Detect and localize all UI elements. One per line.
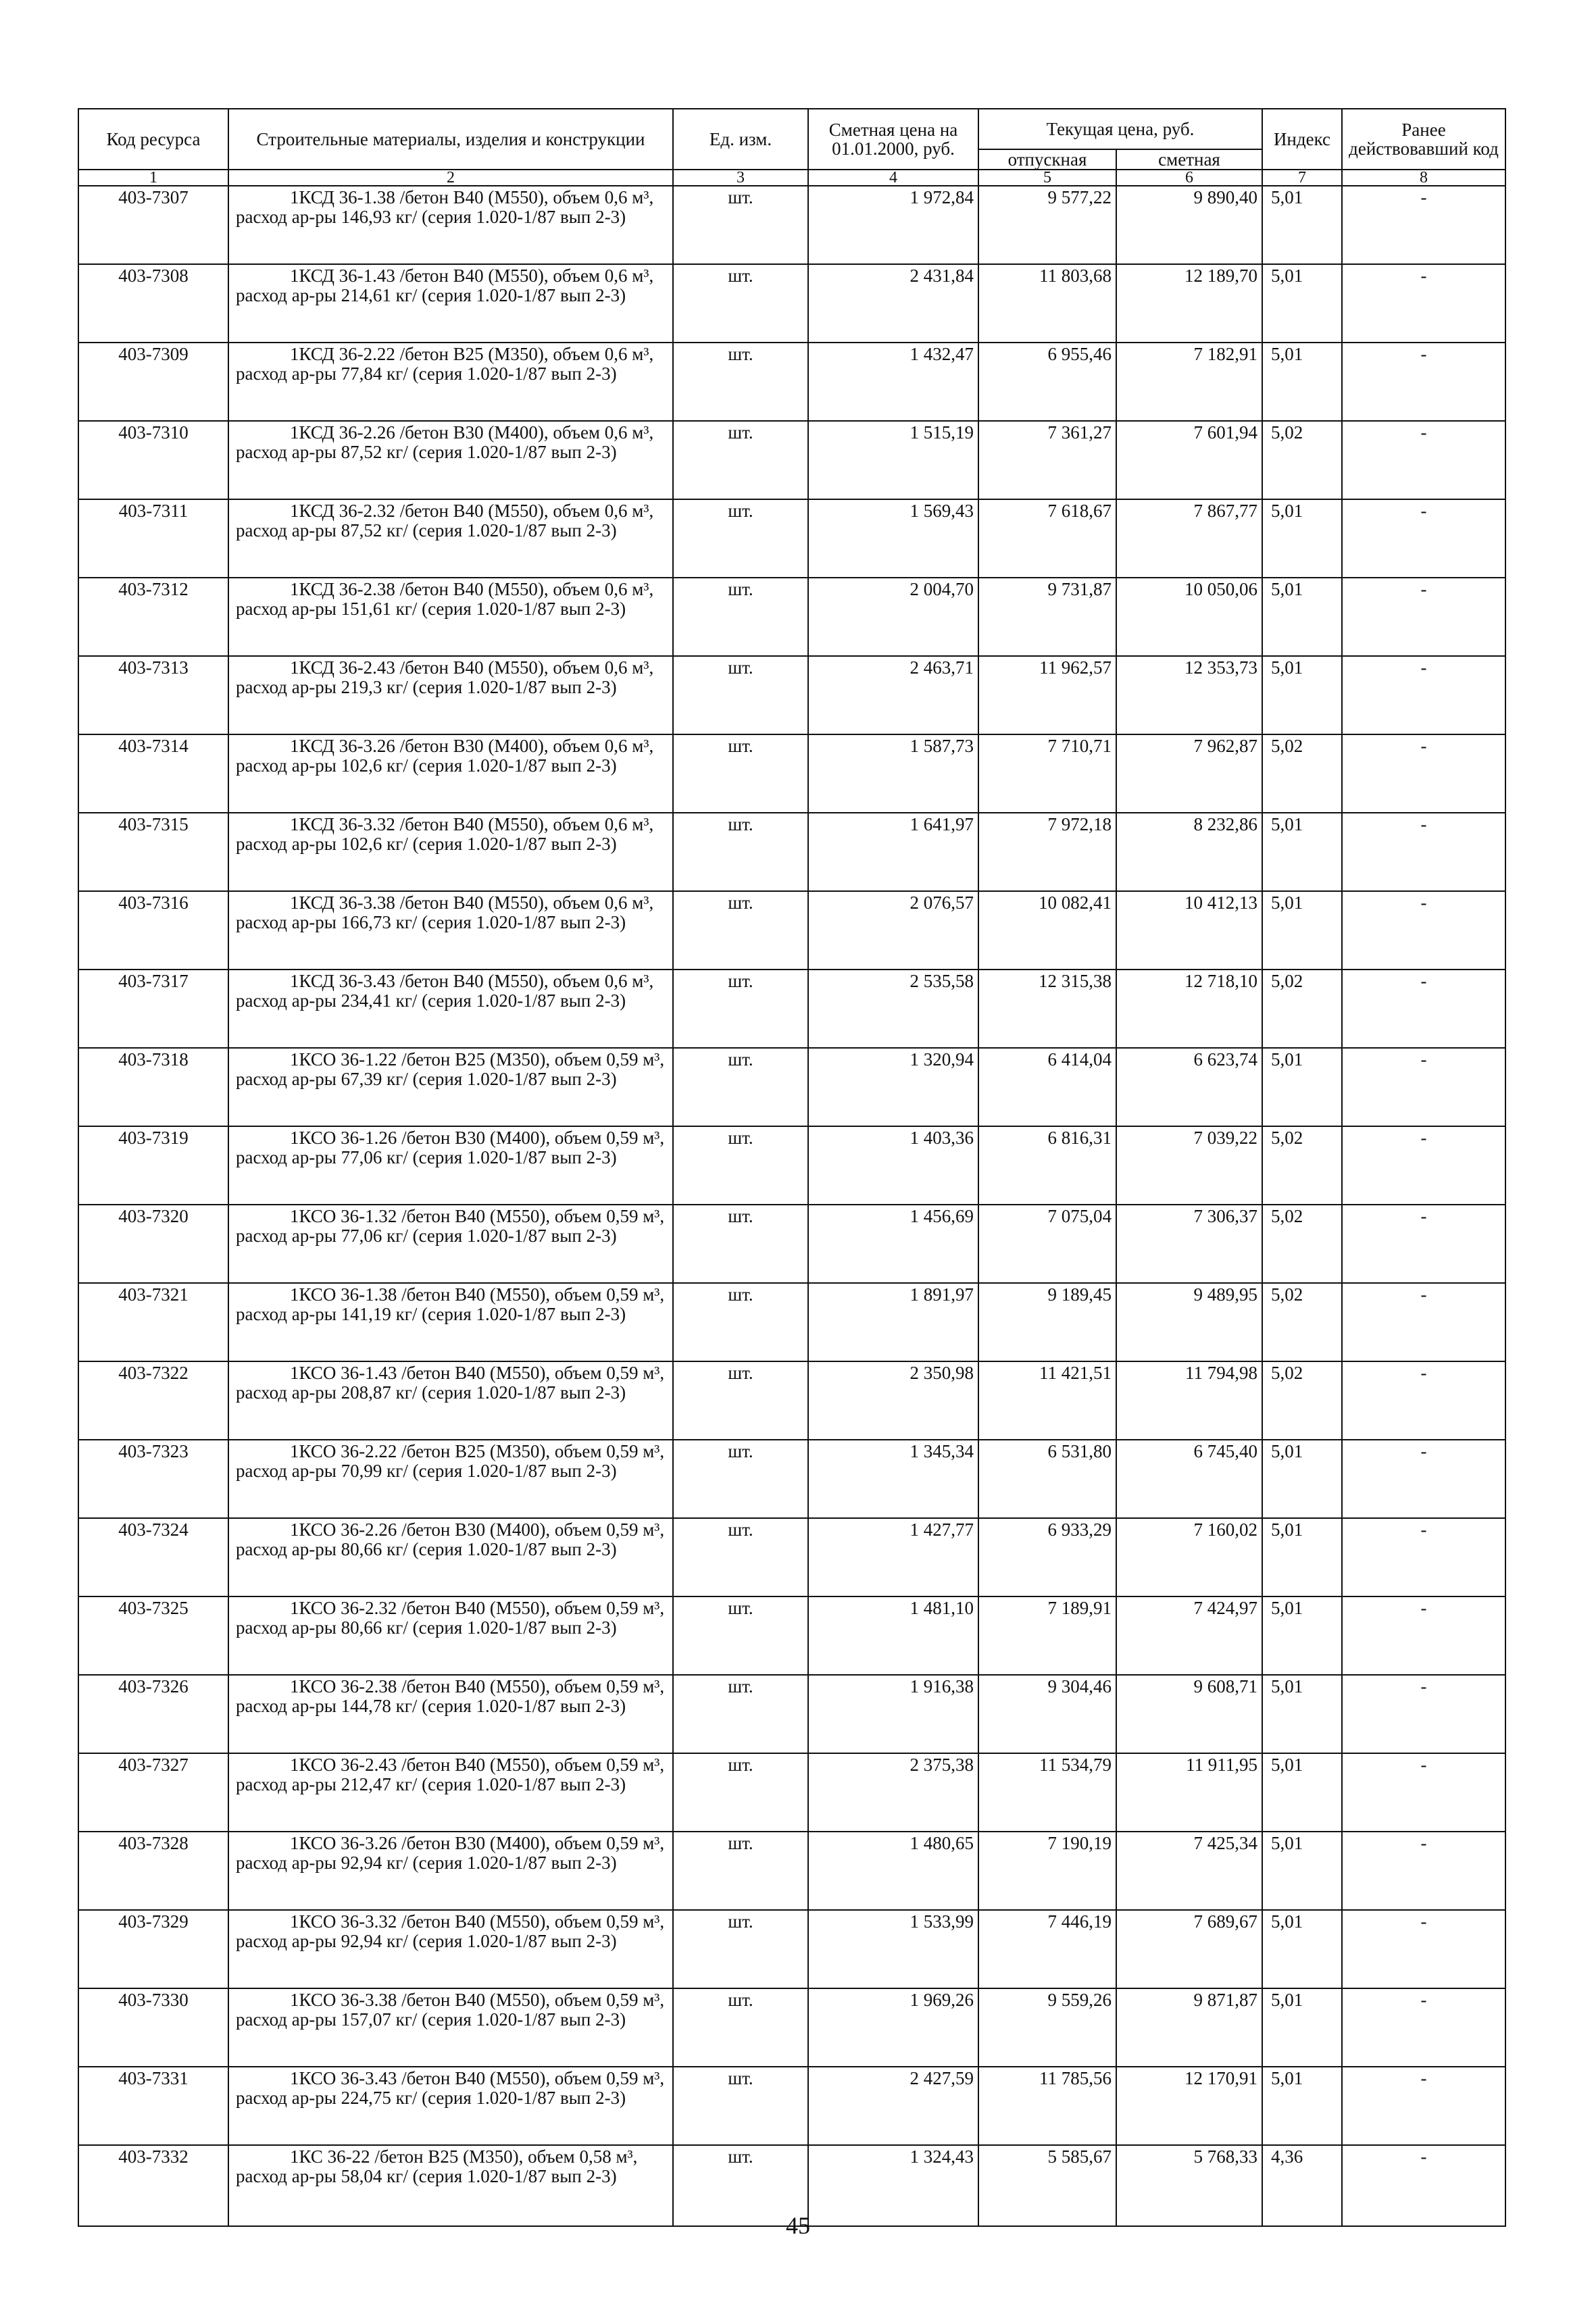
resource-code-cell: 403-7307: [78, 186, 228, 264]
price-table: [78, 108, 1506, 2227]
index-cell: 5,01: [1262, 186, 1342, 264]
column-number: 5: [978, 170, 1116, 186]
index-cell: 5,01: [1262, 813, 1342, 891]
resource-code-cell: 403-7310: [78, 421, 228, 499]
resource-code-cell: 403-7322: [78, 1361, 228, 1440]
unit-cell: шт.: [673, 2145, 808, 2226]
index-cell: 5,01: [1262, 578, 1342, 656]
header-previous-code: Ранее действовавший код: [1342, 109, 1505, 170]
previous-code-cell: -: [1342, 1283, 1505, 1361]
unit-cell: шт.: [673, 1440, 808, 1518]
unit-cell: шт.: [673, 734, 808, 813]
header-current-price: Текущая цена, руб.: [978, 109, 1262, 149]
material-description-cell: 1КСД 36-2.26 /бетон В30 (М400), объем 0,6 м³, расход ар-ры 87,52 кг/ (серия 1.020-1/87 вып 2-3): [228, 421, 673, 499]
resource-code-cell: 403-7312: [78, 578, 228, 656]
selling-price-cell: 6 531,80: [978, 1440, 1116, 1518]
index-cell: 5,01: [1262, 1832, 1342, 1910]
unit-cell: шт.: [673, 813, 808, 891]
material-description-cell: 1КСО 36-1.38 /бетон В40 (М550), объем 0,59 м³, расход ар-ры 141,19 кг/ (серия 1.020-1/87 вып 2-3): [228, 1283, 673, 1361]
unit-cell: шт.: [673, 1910, 808, 1988]
previous-code-cell: -: [1342, 1832, 1505, 1910]
base-price-cell: 1 972,84: [808, 186, 978, 264]
material-description-cell: 1КСД 36-2.22 /бетон В25 (М350), объем 0,6 м³, расход ар-ры 77,84 кг/ (серия 1.020-1/87 вып 2-3): [228, 343, 673, 421]
selling-price-cell: 7 618,67: [978, 499, 1116, 578]
unit-cell: шт.: [673, 1361, 808, 1440]
resource-code-cell: 403-7319: [78, 1126, 228, 1205]
base-price-cell: 1 432,47: [808, 343, 978, 421]
previous-code-cell: -: [1342, 264, 1505, 343]
resource-code-cell: 403-7323: [78, 1440, 228, 1518]
selling-price-cell: 11 534,79: [978, 1753, 1116, 1832]
base-price-cell: 2 350,98: [808, 1361, 978, 1440]
base-price-cell: 1 587,73: [808, 734, 978, 813]
table-row: [78, 734, 1505, 813]
material-description-cell: 1КСО 36-1.43 /бетон В40 (М550), объем 0,59 м³, расход ар-ры 208,87 кг/ (серия 1.020-1/87 вып 2-3): [228, 1361, 673, 1440]
previous-code-cell: -: [1342, 499, 1505, 578]
estimated-price-cell: 7 601,94: [1116, 421, 1262, 499]
material-description-cell: 1КСО 36-1.26 /бетон В30 (М400), объем 0,59 м³, расход ар-ры 77,06 кг/ (серия 1.020-1/87 вып 2-3): [228, 1126, 673, 1205]
resource-code-cell: 403-7314: [78, 734, 228, 813]
table-row: [78, 970, 1505, 1048]
column-number: 4: [808, 170, 978, 186]
header-materials: Строительные материалы, изделия и конструкции: [228, 109, 673, 170]
selling-price-cell: 6 414,04: [978, 1048, 1116, 1126]
estimated-price-cell: 7 160,02: [1116, 1518, 1262, 1596]
selling-price-cell: 6 955,46: [978, 343, 1116, 421]
table-row: [78, 1596, 1505, 1675]
previous-code-cell: -: [1342, 1753, 1505, 1832]
base-price-cell: 1 320,94: [808, 1048, 978, 1126]
index-cell: 5,02: [1262, 421, 1342, 499]
material-description-cell: 1КСД 36-2.43 /бетон В40 (М550), объем 0,6 м³, расход ар-ры 219,3 кг/ (серия 1.020-1/87 вып 2-3): [228, 656, 673, 734]
resource-code-cell: 403-7331: [78, 2067, 228, 2145]
table-row: [78, 499, 1505, 578]
estimated-price-cell: 7 425,34: [1116, 1832, 1262, 1910]
selling-price-cell: 9 189,45: [978, 1283, 1116, 1361]
column-number: 7: [1262, 170, 1342, 186]
selling-price-cell: 11 962,57: [978, 656, 1116, 734]
selling-price-cell: 10 082,41: [978, 891, 1116, 970]
index-cell: 5,01: [1262, 1988, 1342, 2067]
unit-cell: шт.: [673, 1126, 808, 1205]
previous-code-cell: -: [1342, 1988, 1505, 2067]
unit-cell: шт.: [673, 499, 808, 578]
estimated-price-cell: 12 189,70: [1116, 264, 1262, 343]
table-row: [78, 343, 1505, 421]
selling-price-cell: 6 933,29: [978, 1518, 1116, 1596]
table-row: [78, 2067, 1505, 2145]
material-description-cell: 1КСО 36-1.32 /бетон В40 (М550), объем 0,59 м³, расход ар-ры 77,06 кг/ (серия 1.020-1/87 вып 2-3): [228, 1205, 673, 1283]
base-price-cell: 1 916,38: [808, 1675, 978, 1753]
table-row: [78, 578, 1505, 656]
selling-price-cell: 7 446,19: [978, 1910, 1116, 1988]
selling-price-cell: 11 803,68: [978, 264, 1116, 343]
selling-price-cell: 11 785,56: [978, 2067, 1116, 2145]
selling-price-cell: 9 577,22: [978, 186, 1116, 264]
estimated-price-cell: 11 794,98: [1116, 1361, 1262, 1440]
index-cell: 5,01: [1262, 343, 1342, 421]
estimated-price-cell: 11 911,95: [1116, 1753, 1262, 1832]
material-description-cell: 1КСО 36-3.32 /бетон В40 (М550), объем 0,59 м³, расход ар-ры 92,94 кг/ (серия 1.020-1/87 вып 2-3): [228, 1910, 673, 1988]
resource-code-cell: 403-7308: [78, 264, 228, 343]
table-row: [78, 1283, 1505, 1361]
previous-code-cell: -: [1342, 578, 1505, 656]
unit-cell: шт.: [673, 656, 808, 734]
estimated-price-cell: 5 768,33: [1116, 2145, 1262, 2226]
previous-code-cell: -: [1342, 2067, 1505, 2145]
resource-code-cell: 403-7321: [78, 1283, 228, 1361]
resource-code-cell: 403-7318: [78, 1048, 228, 1126]
previous-code-cell: -: [1342, 421, 1505, 499]
selling-price-cell: 12 315,38: [978, 970, 1116, 1048]
unit-cell: шт.: [673, 421, 808, 499]
table-row: [78, 891, 1505, 970]
material-description-cell: 1КСД 36-3.38 /бетон В40 (М550), объем 0,6 м³, расход ар-ры 166,73 кг/ (серия 1.020-1/87 вып 2-3): [228, 891, 673, 970]
unit-cell: шт.: [673, 1675, 808, 1753]
estimated-price-cell: 7 306,37: [1116, 1205, 1262, 1283]
base-price-cell: 2 431,84: [808, 264, 978, 343]
page-number: 45: [786, 2212, 810, 2239]
estimated-price-cell: 12 170,91: [1116, 2067, 1262, 2145]
table-row: [78, 421, 1505, 499]
estimated-price-cell: 9 890,40: [1116, 186, 1262, 264]
resource-code-cell: 403-7313: [78, 656, 228, 734]
material-description-cell: 1КСД 36-1.43 /бетон В40 (М550), объем 0,6 м³, расход ар-ры 214,61 кг/ (серия 1.020-1/87 вып 2-3): [228, 264, 673, 343]
resource-code-cell: 403-7329: [78, 1910, 228, 1988]
resource-code-cell: 403-7315: [78, 813, 228, 891]
previous-code-cell: -: [1342, 734, 1505, 813]
selling-price-cell: 9 304,46: [978, 1675, 1116, 1753]
material-description-cell: 1КСО 36-3.26 /бетон В30 (М400), объем 0,59 м³, расход ар-ры 92,94 кг/ (серия 1.020-1/87 вып 2-3): [228, 1832, 673, 1910]
unit-cell: шт.: [673, 1988, 808, 2067]
column-number: 6: [1116, 170, 1262, 186]
base-price-cell: 1 427,77: [808, 1518, 978, 1596]
index-cell: 5,01: [1262, 264, 1342, 343]
unit-cell: шт.: [673, 891, 808, 970]
resource-code-cell: 403-7332: [78, 2145, 228, 2226]
index-cell: 5,01: [1262, 1910, 1342, 1988]
previous-code-cell: -: [1342, 2145, 1505, 2226]
previous-code-cell: -: [1342, 970, 1505, 1048]
selling-price-cell: 7 972,18: [978, 813, 1116, 891]
unit-cell: шт.: [673, 578, 808, 656]
index-cell: 5,02: [1262, 734, 1342, 813]
material-description-cell: 1КСО 36-2.43 /бетон В40 (М550), объем 0,59 м³, расход ар-ры 212,47 кг/ (серия 1.020-1/87 вып 2-3): [228, 1753, 673, 1832]
table-row: [78, 1675, 1505, 1753]
unit-cell: шт.: [673, 264, 808, 343]
material-description-cell: 1КСО 36-1.22 /бетон В25 (М350), объем 0,59 м³, расход ар-ры 67,39 кг/ (серия 1.020-1/87 вып 2-3): [228, 1048, 673, 1126]
selling-price-cell: 7 189,91: [978, 1596, 1116, 1675]
header-estimate-price: Сметная цена на 01.01.2000, руб.: [808, 109, 978, 170]
header-unit: Ед. изм.: [673, 109, 808, 170]
material-description-cell: 1КСО 36-3.43 /бетон В40 (М550), объем 0,59 м³, расход ар-ры 224,75 кг/ (серия 1.020-1/87 вып 2-3): [228, 2067, 673, 2145]
unit-cell: шт.: [673, 1205, 808, 1283]
unit-cell: шт.: [673, 1048, 808, 1126]
estimated-price-cell: 9 489,95: [1116, 1283, 1262, 1361]
previous-code-cell: -: [1342, 891, 1505, 970]
estimated-price-cell: 6 623,74: [1116, 1048, 1262, 1126]
material-description-cell: 1КСД 36-2.32 /бетон В40 (М550), объем 0,6 м³, расход ар-ры 87,52 кг/ (серия 1.020-1/87 вып 2-3): [228, 499, 673, 578]
table-row: [78, 1910, 1505, 1988]
base-price-cell: 1 891,97: [808, 1283, 978, 1361]
estimated-price-cell: 7 182,91: [1116, 343, 1262, 421]
base-price-cell: 2 463,71: [808, 656, 978, 734]
index-cell: 5,01: [1262, 499, 1342, 578]
estimated-price-cell: 12 353,73: [1116, 656, 1262, 734]
estimated-price-cell: 7 039,22: [1116, 1126, 1262, 1205]
estimated-price-cell: 7 867,77: [1116, 499, 1262, 578]
index-cell: 5,01: [1262, 1440, 1342, 1518]
index-cell: 5,01: [1262, 1596, 1342, 1675]
base-price-cell: 2 076,57: [808, 891, 978, 970]
header-index: Индекс: [1262, 109, 1342, 170]
estimated-price-cell: 12 718,10: [1116, 970, 1262, 1048]
estimated-price-cell: 7 424,97: [1116, 1596, 1262, 1675]
selling-price-cell: 9 731,87: [978, 578, 1116, 656]
base-price-cell: 2 004,70: [808, 578, 978, 656]
index-cell: 4,36: [1262, 2145, 1342, 2226]
index-cell: 5,02: [1262, 970, 1342, 1048]
table-row: [78, 656, 1505, 734]
resource-code-cell: 403-7324: [78, 1518, 228, 1596]
estimated-price-cell: 7 689,67: [1116, 1910, 1262, 1988]
previous-code-cell: -: [1342, 1910, 1505, 1988]
index-cell: 5,01: [1262, 1675, 1342, 1753]
material-description-cell: 1КСО 36-3.38 /бетон В40 (М550), объем 0,59 м³, расход ар-ры 157,07 кг/ (серия 1.020-1/87 вып 2-3): [228, 1988, 673, 2067]
base-price-cell: 1 481,10: [808, 1596, 978, 1675]
index-cell: 5,01: [1262, 2067, 1342, 2145]
table-row: [78, 813, 1505, 891]
table-row: [78, 1048, 1505, 1126]
table-row: [78, 1205, 1505, 1283]
resource-code-cell: 403-7325: [78, 1596, 228, 1675]
unit-cell: шт.: [673, 1518, 808, 1596]
selling-price-cell: 7 075,04: [978, 1205, 1116, 1283]
base-price-cell: 2 535,58: [808, 970, 978, 1048]
index-cell: 5,01: [1262, 1518, 1342, 1596]
base-price-cell: 1 403,36: [808, 1126, 978, 1205]
material-description-cell: 1КС 36-22 /бетон В25 (М350), объем 0,58 м³, расход ар-ры 58,04 кг/ (серия 1.020-1/87 вып 2-3): [228, 2145, 673, 2226]
base-price-cell: 1 345,34: [808, 1440, 978, 1518]
selling-price-cell: 6 816,31: [978, 1126, 1116, 1205]
previous-code-cell: -: [1342, 1440, 1505, 1518]
selling-price-cell: 9 559,26: [978, 1988, 1116, 2067]
base-price-cell: 1 641,97: [808, 813, 978, 891]
previous-code-cell: -: [1342, 343, 1505, 421]
previous-code-cell: -: [1342, 1518, 1505, 1596]
previous-code-cell: -: [1342, 1048, 1505, 1126]
material-description-cell: 1КСО 36-2.32 /бетон В40 (М550), объем 0,59 м³, расход ар-ры 80,66 кг/ (серия 1.020-1/87 вып 2-3): [228, 1596, 673, 1675]
material-description-cell: 1КСД 36-1.38 /бетон В40 (М550), объем 0,6 м³, расход ар-ры 146,93 кг/ (серия 1.020-1/87 вып 2-3): [228, 186, 673, 264]
index-cell: 5,01: [1262, 1753, 1342, 1832]
resource-code-cell: 403-7316: [78, 891, 228, 970]
material-description-cell: 1КСД 36-3.43 /бетон В40 (М550), объем 0,6 м³, расход ар-ры 234,41 кг/ (серия 1.020-1/87 вып 2-3): [228, 970, 673, 1048]
resource-code-cell: 403-7311: [78, 499, 228, 578]
index-cell: 5,02: [1262, 1205, 1342, 1283]
estimated-price-cell: 10 412,13: [1116, 891, 1262, 970]
unit-cell: шт.: [673, 970, 808, 1048]
unit-cell: шт.: [673, 2067, 808, 2145]
estimated-price-cell: 7 962,87: [1116, 734, 1262, 813]
index-cell: 5,02: [1262, 1283, 1342, 1361]
previous-code-cell: -: [1342, 1596, 1505, 1675]
selling-price-cell: 7 361,27: [978, 421, 1116, 499]
table-row: [78, 1126, 1505, 1205]
base-price-cell: 2 427,59: [808, 2067, 978, 2145]
selling-price-cell: 11 421,51: [978, 1361, 1116, 1440]
previous-code-cell: -: [1342, 1361, 1505, 1440]
resource-code-cell: 403-7326: [78, 1675, 228, 1753]
column-number: 1: [78, 170, 228, 186]
resource-code-cell: 403-7320: [78, 1205, 228, 1283]
table-row: [78, 1832, 1505, 1910]
index-cell: 5,01: [1262, 656, 1342, 734]
table-row: [78, 1440, 1505, 1518]
selling-price-cell: 7 190,19: [978, 1832, 1116, 1910]
column-number: 8: [1342, 170, 1505, 186]
table-row: [78, 1518, 1505, 1596]
previous-code-cell: -: [1342, 1126, 1505, 1205]
material-description-cell: 1КСО 36-2.26 /бетон В30 (М400), объем 0,59 м³, расход ар-ры 80,66 кг/ (серия 1.020-1/87 вып 2-3): [228, 1518, 673, 1596]
resource-code-cell: 403-7328: [78, 1832, 228, 1910]
unit-cell: шт.: [673, 343, 808, 421]
material-description-cell: 1КСД 36-2.38 /бетон В40 (М550), объем 0,6 м³, расход ар-ры 151,61 кг/ (серия 1.020-1/87 вып 2-3): [228, 578, 673, 656]
table-row: [78, 1988, 1505, 2067]
estimated-price-cell: 9 871,87: [1116, 1988, 1262, 2067]
column-number: 2: [228, 170, 673, 186]
resource-code-cell: 403-7327: [78, 1753, 228, 1832]
base-price-cell: 2 375,38: [808, 1753, 978, 1832]
table-row: [78, 264, 1505, 343]
base-price-cell: 1 969,26: [808, 1988, 978, 2067]
resource-code-cell: 403-7317: [78, 970, 228, 1048]
unit-cell: шт.: [673, 1832, 808, 1910]
resource-code-cell: 403-7330: [78, 1988, 228, 2067]
material-description-cell: 1КСД 36-3.26 /бетон В30 (М400), объем 0,6 м³, расход ар-ры 102,6 кг/ (серия 1.020-1/87 вып 2-3): [228, 734, 673, 813]
estimated-price-cell: 9 608,71: [1116, 1675, 1262, 1753]
unit-cell: шт.: [673, 1596, 808, 1675]
previous-code-cell: -: [1342, 813, 1505, 891]
material-description-cell: 1КСД 36-3.32 /бетон В40 (М550), объем 0,6 м³, расход ар-ры 102,6 кг/ (серия 1.020-1/87 вып 2-3): [228, 813, 673, 891]
previous-code-cell: -: [1342, 1675, 1505, 1753]
table-body: [78, 186, 1505, 2226]
base-price-cell: 1 324,43: [808, 2145, 978, 2226]
estimated-price-cell: 10 050,06: [1116, 578, 1262, 656]
previous-code-cell: -: [1342, 1205, 1505, 1283]
base-price-cell: 1 569,43: [808, 499, 978, 578]
base-price-cell: 1 533,99: [808, 1910, 978, 1988]
material-description-cell: 1КСО 36-2.38 /бетон В40 (М550), объем 0,59 м³, расход ар-ры 144,78 кг/ (серия 1.020-1/87 вып 2-3): [228, 1675, 673, 1753]
header-estimated: сметная: [1116, 149, 1262, 170]
estimated-price-cell: 6 745,40: [1116, 1440, 1262, 1518]
index-cell: 5,02: [1262, 1126, 1342, 1205]
column-number: 3: [673, 170, 808, 186]
index-cell: 5,01: [1262, 891, 1342, 970]
table-row: [78, 1753, 1505, 1832]
table-row: [78, 186, 1505, 264]
unit-cell: шт.: [673, 1283, 808, 1361]
table-row: [78, 1361, 1505, 1440]
unit-cell: шт.: [673, 1753, 808, 1832]
material-description-cell: 1КСО 36-2.22 /бетон В25 (М350), объем 0,59 м³, расход ар-ры 70,99 кг/ (серия 1.020-1/87 вып 2-3): [228, 1440, 673, 1518]
previous-code-cell: -: [1342, 656, 1505, 734]
selling-price-cell: 7 710,71: [978, 734, 1116, 813]
base-price-cell: 1 515,19: [808, 421, 978, 499]
base-price-cell: 1 480,65: [808, 1832, 978, 1910]
header-code: Код ресурса: [78, 109, 228, 170]
unit-cell: шт.: [673, 186, 808, 264]
header-selling: отпускная: [978, 149, 1116, 170]
selling-price-cell: 5 585,67: [978, 2145, 1116, 2226]
previous-code-cell: -: [1342, 186, 1505, 264]
index-cell: 5,01: [1262, 1048, 1342, 1126]
index-cell: 5,02: [1262, 1361, 1342, 1440]
base-price-cell: 1 456,69: [808, 1205, 978, 1283]
estimated-price-cell: 8 232,86: [1116, 813, 1262, 891]
resource-code-cell: 403-7309: [78, 343, 228, 421]
